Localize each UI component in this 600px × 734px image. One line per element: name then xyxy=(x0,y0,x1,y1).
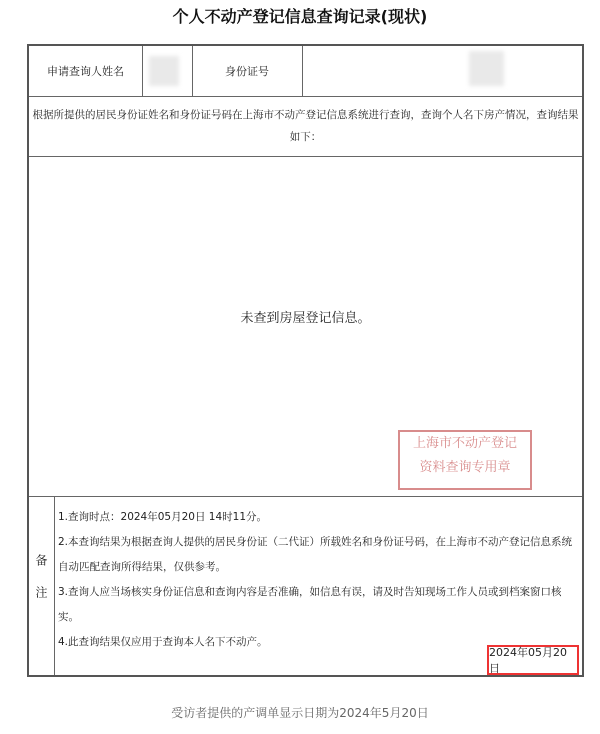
image-caption: 受访者提供的产调单显示日期为2024年5月20日 xyxy=(171,706,429,720)
note-4: 4.此查询结果仅应用于查询本人名下不动产。 xyxy=(58,636,268,648)
issue-date-highlighted: 2024年05月20日 xyxy=(487,645,579,675)
official-seal xyxy=(398,430,532,490)
applicant-name-label: 申请查询人姓名 xyxy=(47,65,124,78)
redacted-id xyxy=(469,51,504,86)
query-result: 未查到房屋登记信息。 xyxy=(240,310,371,326)
seal-line-2: 资料查询专用章 xyxy=(419,460,511,475)
intro-text: 根据所提供的居民身份证姓名和身份证号码在上海市不动产登记信息系统进行查询，查询个人名下房产情况，查询结果如下： xyxy=(32,109,579,143)
note-2: 2.本查询结果为根据查询人提供的居民身份证（二代证）所载姓名和身份证号码，在上海市不动产登记信息系统自动匹配查询所得结果，仅供参考。 xyxy=(58,536,573,573)
remarks-label: 备注 xyxy=(34,554,48,618)
note-3: 3.查询人应当场核实身份证信息和查询内容是否准确，如信息有误，请及时告知现场工作人员或到档案窗口核实。 xyxy=(58,586,562,623)
document-title: 个人不动产登记信息查询记录(现状) xyxy=(172,7,428,26)
note-1: 1.查询时点：2024年05月20日 14时11分。 xyxy=(58,511,268,523)
redacted-name xyxy=(149,56,179,86)
seal-line-1: 上海市不动产登记 xyxy=(412,436,517,451)
id-number-label: 身份证号 xyxy=(225,65,269,78)
remarks-notes xyxy=(58,505,578,655)
